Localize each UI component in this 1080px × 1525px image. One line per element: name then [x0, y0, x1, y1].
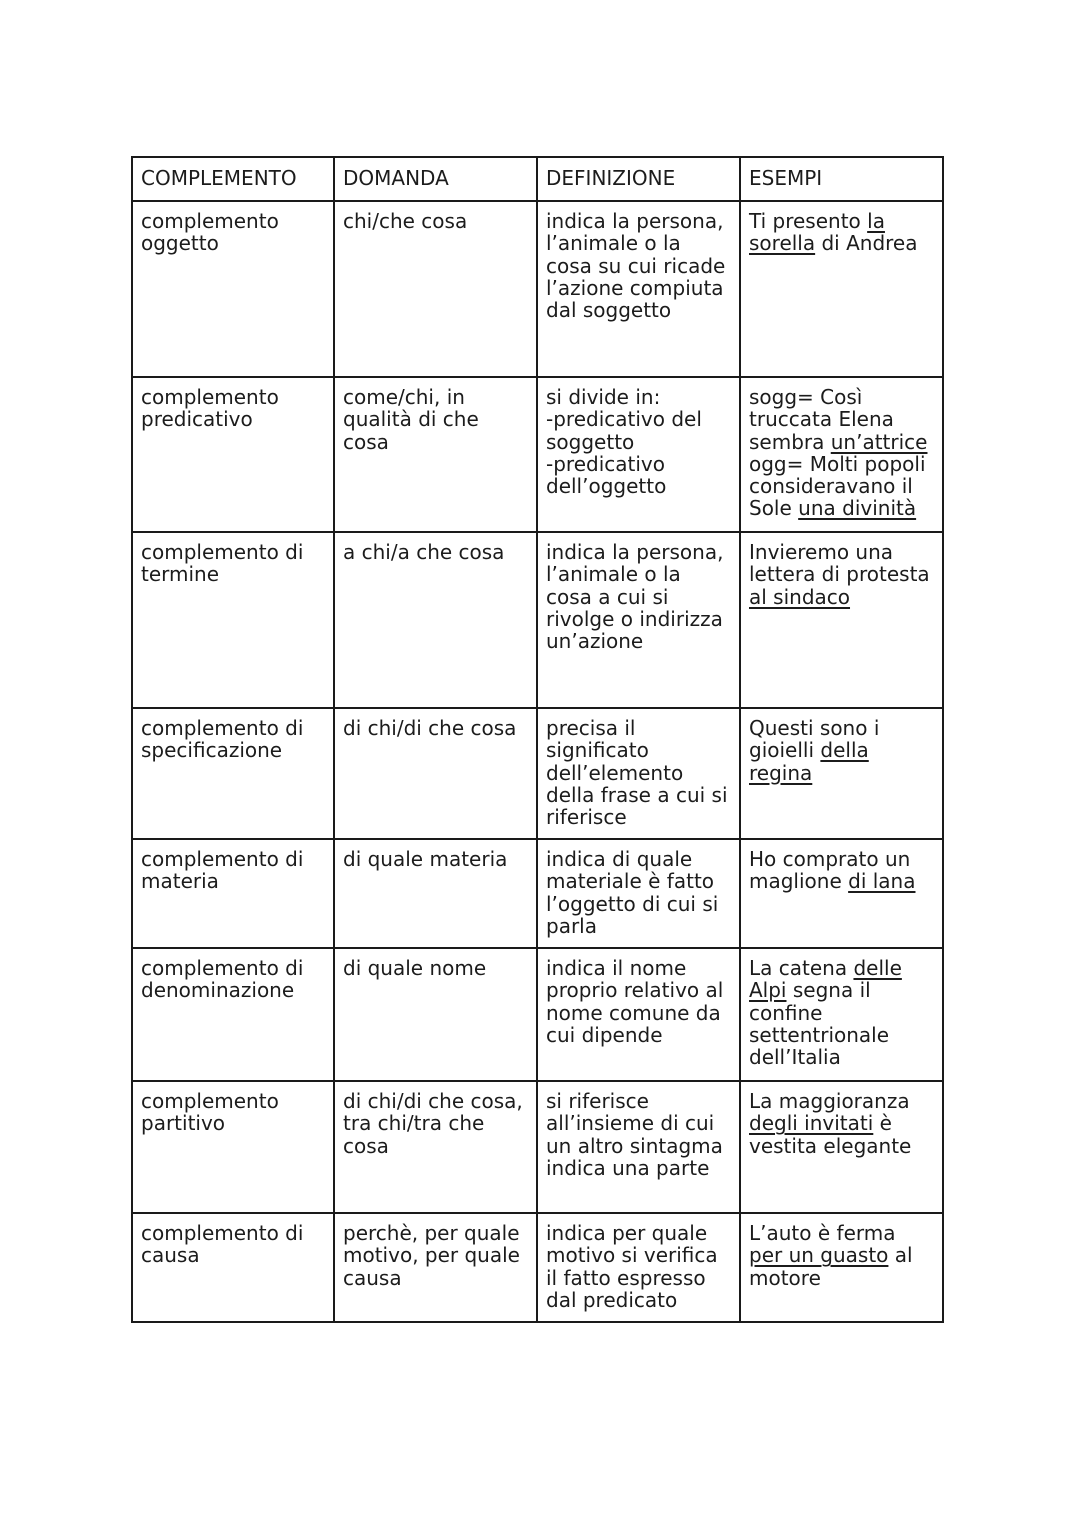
table-row — [132, 948, 943, 1081]
esempio-text: Questi sono i gioielli — [749, 716, 880, 763]
cell-esempio — [740, 1213, 943, 1322]
cell-definizione: indica la persona, l’animale o la cosa su cui ricade l’azione compiuta dal soggetto — [537, 201, 740, 377]
cell-complemento: complemento partitivo — [132, 1081, 334, 1213]
cell-esempio — [740, 948, 943, 1081]
table-row — [132, 708, 943, 839]
esempio-highlight: degli invitati — [749, 1111, 874, 1136]
esempio-text: L’auto è ferma — [749, 1221, 896, 1245]
esempio-highlight: una divinità — [798, 496, 917, 521]
cell-esempio — [740, 839, 943, 948]
esempio-line — [749, 453, 935, 520]
esempio-text: segna il confine settentrionale dell’Italia — [749, 978, 890, 1070]
cell-domanda: di chi/di che cosa, tra chi/tra che cosa — [334, 1081, 537, 1213]
header-domanda: DOMANDA — [334, 157, 537, 201]
cell-domanda: come/chi, in qualità di che cosa — [334, 377, 537, 532]
cell-esempio — [740, 708, 943, 839]
esempio-text: La maggioranza — [749, 1089, 910, 1113]
cell-complemento: complemento di termine — [132, 532, 334, 708]
cell-definizione — [537, 377, 740, 532]
definizione-line: -predicativo dell’oggetto — [546, 451, 667, 499]
complementi-table — [131, 156, 944, 1323]
esempio-text: al motore — [749, 1243, 913, 1290]
cell-esempio — [740, 1081, 943, 1213]
table-row — [132, 1081, 943, 1213]
esempio-text: ogg= Molti popoli consideravano il Sole — [749, 451, 926, 521]
cell-esempio — [740, 532, 943, 708]
esempio-text: Ti presento — [749, 209, 868, 233]
table-header-row — [132, 157, 943, 201]
esempio-text: è vestita elegante — [749, 1111, 912, 1158]
esempio-highlight: al sindaco — [749, 584, 851, 609]
esempio-highlight: delle Alpi — [749, 956, 902, 1003]
table-row — [132, 532, 943, 708]
esempio-line — [749, 386, 935, 453]
esempio-highlight: un’attrice — [830, 429, 928, 454]
cell-definizione: indica per quale motivo si verifica il fatto espresso dal predicato — [537, 1213, 740, 1322]
esempio-text: Ho comprato un maglione — [749, 847, 911, 894]
header-esempi: ESEMPI — [740, 157, 943, 201]
esempio-text: sogg= Così truccata Elena sembra — [749, 385, 894, 454]
cell-complemento: complemento di materia — [132, 839, 334, 948]
esempio-highlight: di lana — [848, 869, 916, 894]
definizione-line: si divide in: — [546, 385, 661, 409]
table-row — [132, 1213, 943, 1322]
cell-definizione: indica la persona, l’animale o la cosa a cui si rivolge o indirizza un’azione — [537, 532, 740, 708]
cell-complemento: complemento oggetto — [132, 201, 334, 377]
cell-complemento: complemento di causa — [132, 1213, 334, 1322]
table-row — [132, 201, 943, 377]
cell-complemento: complemento di specificazione — [132, 708, 334, 839]
cell-definizione: indica di quale materiale è fatto l’oggetto di cui si parla — [537, 839, 740, 948]
esempio-highlight: della regina — [749, 738, 869, 785]
cell-definizione: si riferisce all’insieme di cui un altro sintagma indica una parte — [537, 1081, 740, 1213]
header-definizione: DEFINIZIONE — [537, 157, 740, 201]
cell-domanda: a chi/a che cosa — [334, 532, 537, 708]
header-complemento: COMPLEMENTO — [132, 157, 334, 201]
cell-complemento: complemento di denominazione — [132, 948, 334, 1081]
esempio-text: La catena — [749, 956, 854, 980]
esempio-text: Invieremo una lettera di protesta — [749, 540, 930, 587]
cell-domanda: di quale materia — [334, 839, 537, 948]
esempio-text: di Andrea — [815, 231, 918, 256]
cell-esempio — [740, 201, 943, 377]
table-row — [132, 377, 943, 532]
esempio-highlight: la sorella — [749, 209, 885, 256]
esempio-highlight: per un guasto — [749, 1243, 889, 1268]
cell-definizione: precisa il significato dell’elemento della frase a cui si riferisce — [537, 708, 740, 839]
cell-domanda: di chi/di che cosa — [334, 708, 537, 839]
cell-complemento: complemento predicativo — [132, 377, 334, 532]
cell-definizione: indica il nome proprio relativo al nome comune da cui dipende — [537, 948, 740, 1081]
table-row — [132, 839, 943, 948]
cell-esempio — [740, 377, 943, 532]
cell-domanda: perchè, per quale motivo, per quale causa — [334, 1213, 537, 1322]
cell-domanda: di quale nome — [334, 948, 537, 1081]
definizione-line: -predicativo del soggetto — [546, 407, 702, 454]
cell-domanda: chi/che cosa — [334, 201, 537, 377]
